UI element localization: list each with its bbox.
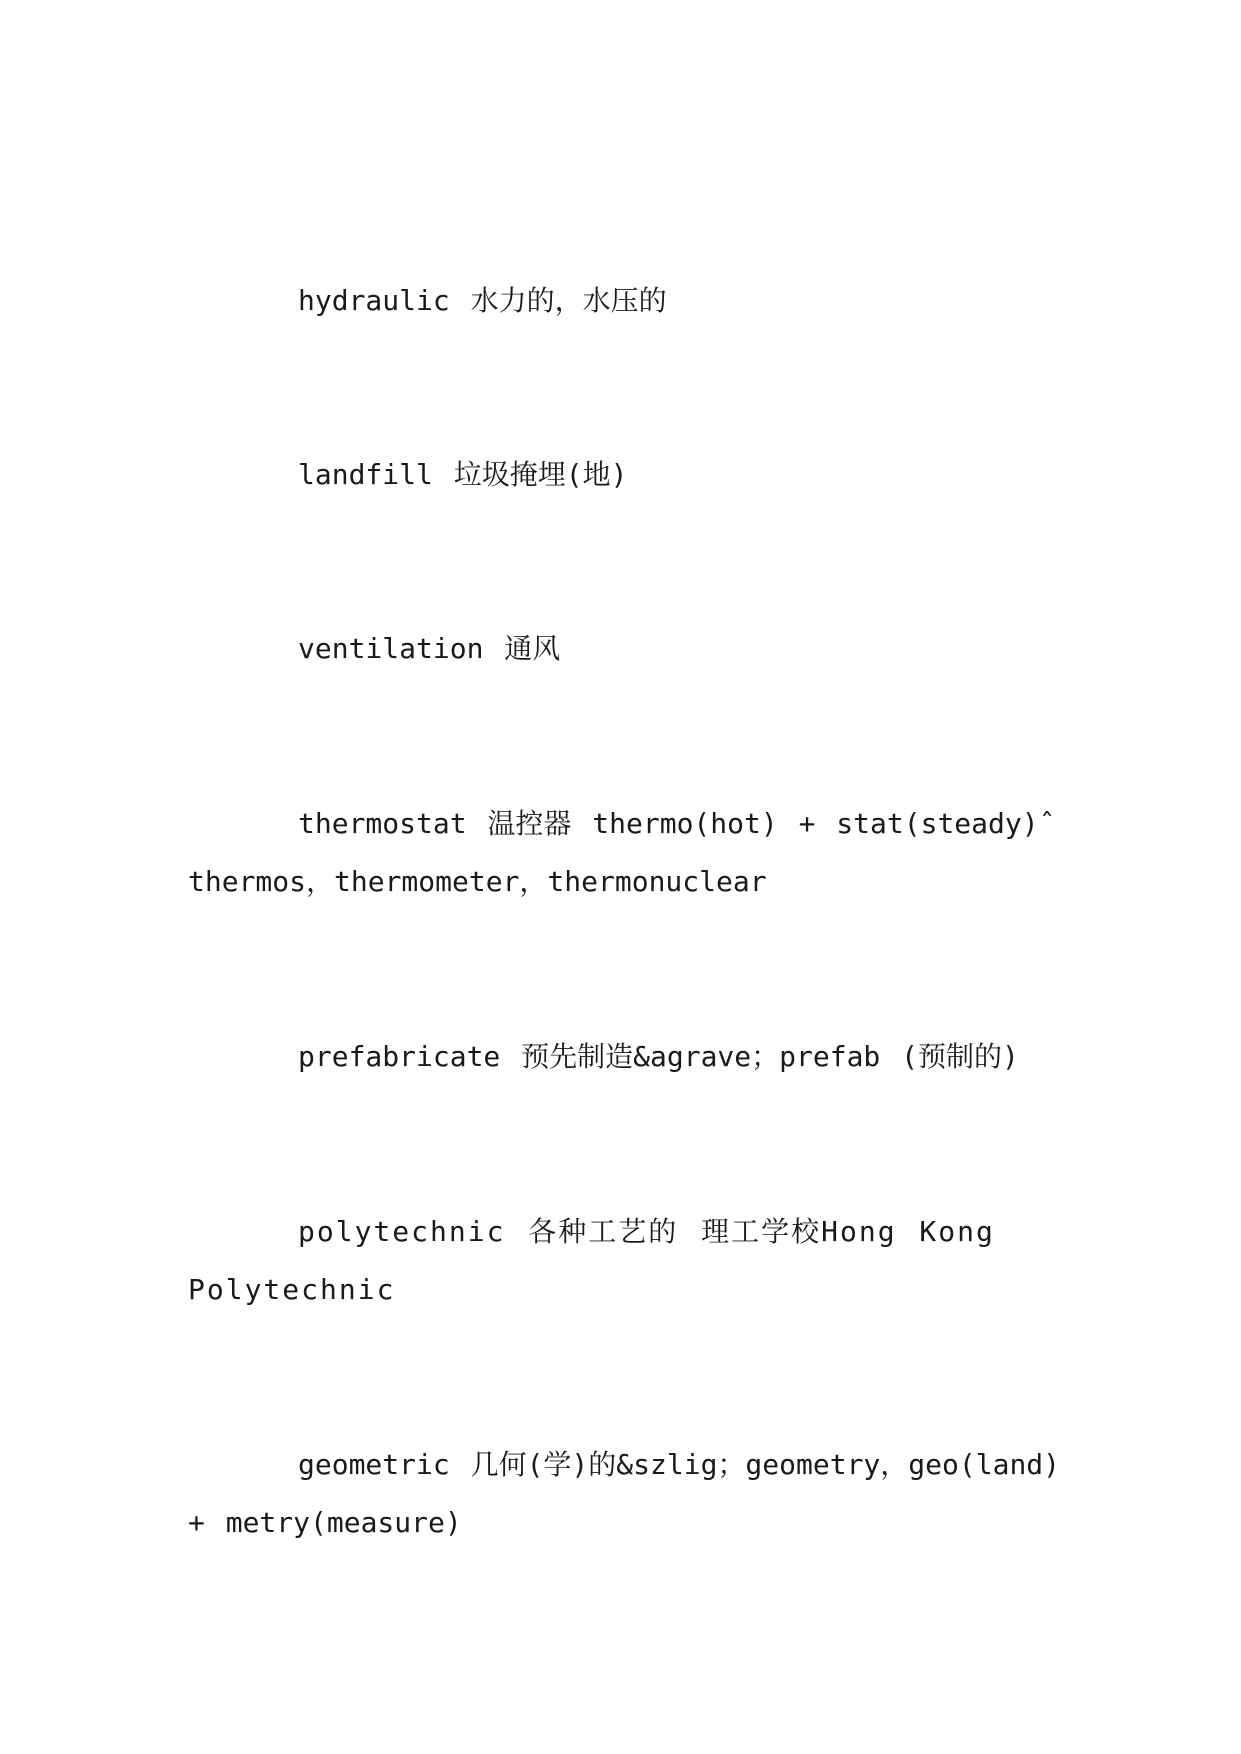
entry-polytechnic: polytechnic 各种工艺的 理工学校Hong Kong Polytechnic bbox=[188, 1215, 995, 1306]
entry-prefabricate: prefabricate 预先制造&agrave；prefab (预制的) bbox=[298, 1040, 1019, 1073]
entry-ventilation: ventilation 通风 bbox=[298, 632, 561, 665]
entry-geometric: geometric 几何(学)的&szlig；geometry，geo(land) + metry(measure) bbox=[188, 1448, 1061, 1539]
entry-landfill: landfill 垃圾掩埋(地) bbox=[298, 458, 628, 491]
entry-hydraulic: hydraulic 水力的，水压的 bbox=[298, 284, 667, 317]
entry-thermostat: thermostat 温控器 thermo(hot) + stat(steady)ˆ thermos，thermometer，thermonuclear bbox=[188, 807, 1056, 898]
